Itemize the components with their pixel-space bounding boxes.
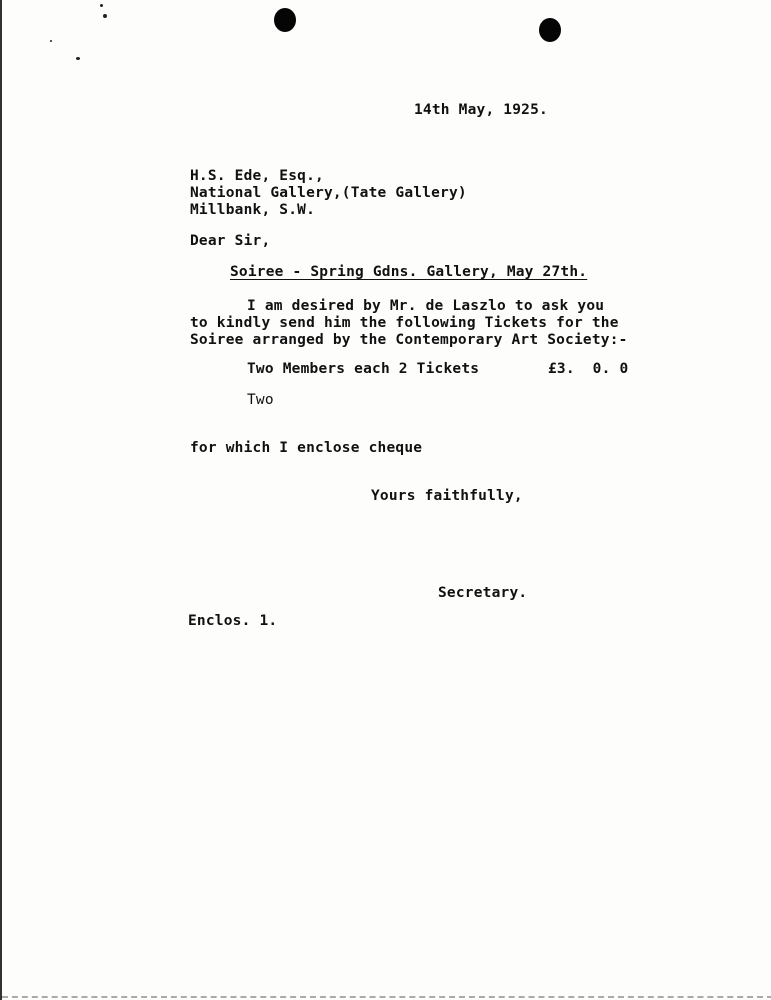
recipient-line-3: Millbank, S.W. — [190, 202, 316, 218]
body-line-1: I am desired by Mr. de Laszlo to ask you — [247, 298, 605, 314]
signatory: Secretary. — [438, 585, 528, 601]
closing: Yours faithfully, — [371, 488, 523, 504]
subject-line: Soiree - Spring Gdns. Gallery, May 27th. — [230, 264, 588, 280]
margin-mark — [76, 57, 80, 60]
body-line-3: Soiree arranged by the Contemporary Art Society:- — [190, 332, 628, 348]
enclosure-note: for which I enclose cheque — [190, 440, 423, 456]
punch-hole-left — [274, 8, 296, 32]
ticket-line-2: Two — [247, 392, 274, 408]
body-line-2: to kindly send him the following Tickets for the — [190, 315, 619, 331]
margin-mark — [100, 4, 103, 7]
enclosures-count: Enclos. 1. — [188, 613, 278, 629]
letter-date: 14th May, 1925. — [414, 102, 548, 118]
punch-hole-right — [539, 18, 561, 42]
salutation: Dear Sir, — [190, 233, 271, 249]
ticket-line-1: Two Members each 2 Tickets — [247, 361, 480, 377]
recipient-line-1: H.S. Ede, Esq., — [190, 168, 324, 184]
margin-mark — [103, 14, 107, 18]
recipient-line-2: National Gallery,(Tate Gallery) — [190, 185, 467, 201]
margin-mark — [50, 40, 52, 42]
ticket-amount-1: £3. 0. 0 — [548, 361, 629, 377]
page-bottom-edge — [2, 994, 771, 998]
